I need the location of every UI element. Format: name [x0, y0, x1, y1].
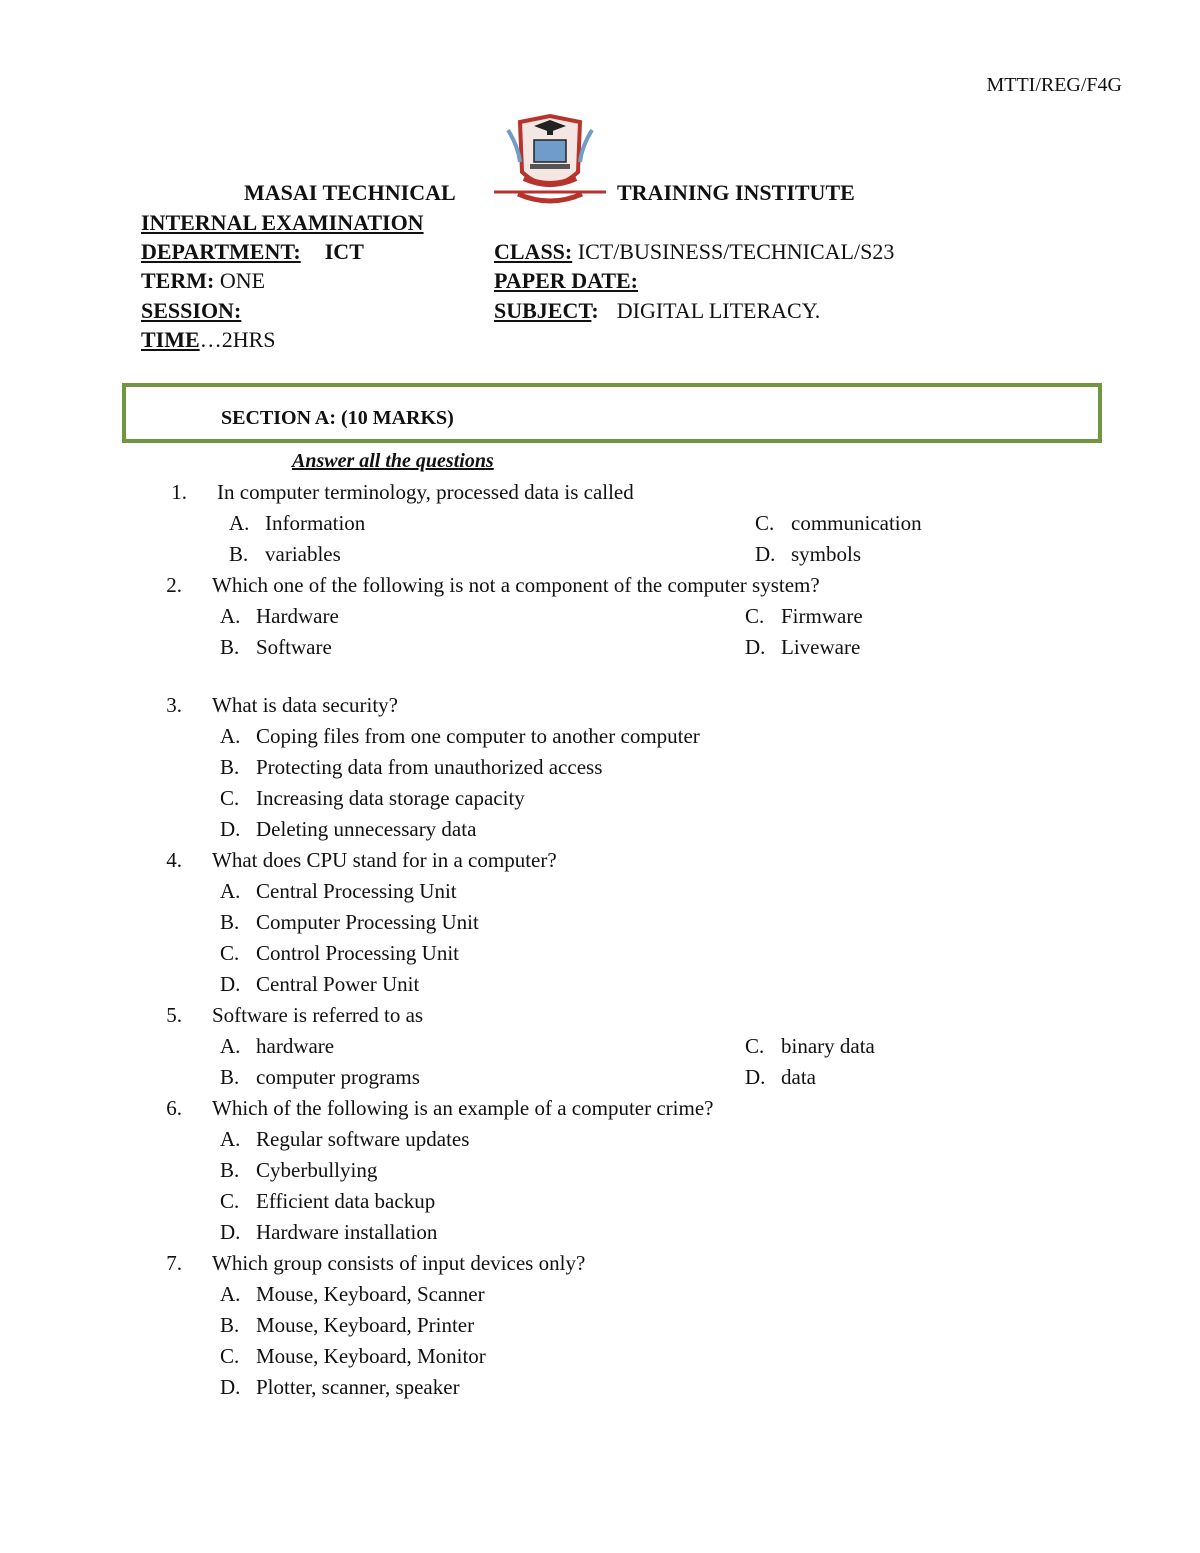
question-text: Which one of the following is not a component of the computer system? — [212, 573, 820, 597]
option-letter: B. — [220, 755, 240, 779]
option-text: Firmware — [781, 604, 863, 628]
option-text: hardware — [256, 1034, 335, 1058]
option-letter: A. — [220, 1282, 241, 1306]
option-letter: C. — [755, 511, 775, 535]
option-text: communication — [791, 511, 922, 535]
question-text: Software is referred to as — [212, 1003, 424, 1027]
option-text: Mouse, Keyboard, Printer — [256, 1313, 475, 1337]
class-value: ICT/BUSINESS/TECHNICAL/S23 — [577, 239, 895, 264]
option-letter: C. — [220, 1189, 240, 1213]
institute-name-left: MASAI TECHNICAL — [244, 180, 456, 205]
option-letter: D. — [220, 1375, 241, 1399]
question-number: 7. — [166, 1251, 182, 1275]
option-letter: D. — [220, 817, 241, 841]
option-text: variables — [265, 542, 341, 566]
option-text: Mouse, Keyboard, Monitor — [256, 1344, 486, 1368]
question-number: 2. — [166, 573, 182, 597]
option-text: Hardware — [256, 604, 339, 628]
department-line — [141, 237, 364, 267]
section-title: SECTION A: (10 MARKS) — [221, 407, 454, 429]
subject-colon: : — [591, 298, 599, 323]
question-number: 1. — [171, 480, 187, 504]
session-label: SESSION: — [141, 298, 242, 323]
section-a-box — [122, 383, 1102, 443]
option-text: Hardware installation — [256, 1220, 438, 1244]
option-letter: A. — [220, 1127, 241, 1151]
option-letter: C. — [220, 1344, 240, 1368]
option-letter: D. — [220, 972, 241, 996]
class-line — [494, 237, 894, 267]
option-letter: D. — [745, 1065, 766, 1089]
option-letter: A. — [220, 604, 241, 628]
question-number: 4. — [166, 848, 182, 872]
time-line — [141, 325, 275, 355]
option-letter: B. — [220, 635, 240, 659]
option-text: Central Power Unit — [256, 972, 420, 996]
term-value: ONE — [219, 268, 266, 293]
option-letter: B. — [229, 542, 249, 566]
option-letter: B. — [220, 1158, 240, 1182]
option-letter: C. — [745, 1034, 765, 1058]
option-text: Control Processing Unit — [256, 941, 459, 965]
question-text: In computer terminology, processed data is called — [217, 480, 634, 504]
option-letter: D. — [745, 635, 766, 659]
document-reference-code: MTTI/REG/F4G — [986, 74, 1122, 96]
question-text: What does CPU stand for in a computer? — [212, 848, 557, 872]
option-letter: B. — [220, 1313, 240, 1337]
option-letter: D. — [755, 542, 776, 566]
question-text: Which of the following is an example of a computer crime? — [212, 1096, 714, 1120]
option-text: Cyberbullying — [256, 1158, 378, 1182]
option-text: Mouse, Keyboard, Scanner — [256, 1282, 485, 1306]
option-letter: A. — [220, 1034, 241, 1058]
option-text: Efficient data backup — [256, 1189, 436, 1213]
option-text: data — [781, 1065, 816, 1089]
institute-logo — [494, 112, 606, 208]
question-number: 5. — [166, 1003, 182, 1027]
time-value: …2HRS — [199, 327, 276, 352]
option-text: symbols — [791, 542, 862, 566]
option-letter: A. — [220, 879, 241, 903]
department-value: ICT — [324, 239, 364, 264]
subject-line — [494, 296, 820, 326]
question-text: What is data security? — [212, 693, 399, 717]
option-letter: B. — [220, 1065, 240, 1089]
subject-label: SUBJECT — [494, 298, 592, 323]
option-letter: B. — [220, 910, 240, 934]
department-label: DEPARTMENT: — [141, 239, 301, 264]
term-line — [141, 266, 265, 296]
question-number: 6. — [166, 1096, 182, 1120]
option-letter: C. — [220, 786, 240, 810]
option-text: Information — [265, 511, 366, 535]
question-text: Which group consists of input devices only? — [212, 1251, 586, 1275]
option-text: Liveware — [781, 635, 861, 659]
subject-value: DIGITAL LITERACY. — [616, 298, 821, 323]
option-letter: A. — [229, 511, 250, 535]
institute-name-right: TRAINING INSTITUTE — [617, 180, 855, 205]
option-text: binary data — [781, 1034, 875, 1058]
option-text: computer programs — [256, 1065, 420, 1089]
option-letter: A. — [220, 724, 241, 748]
option-text: Regular software updates — [256, 1127, 470, 1151]
exam-title: INTERNAL EXAMINATION — [141, 210, 424, 235]
option-text: Computer Processing Unit — [256, 910, 479, 934]
option-letter: C. — [745, 604, 765, 628]
term-label: TERM: — [141, 268, 215, 293]
option-letter: C. — [220, 941, 240, 965]
option-text: Software — [256, 635, 332, 659]
option-text: Deleting unnecessary data — [256, 817, 477, 841]
question-number: 3. — [166, 693, 182, 717]
option-text: Central Processing Unit — [256, 879, 457, 903]
option-text: Plotter, scanner, speaker — [256, 1375, 460, 1399]
option-text: Increasing data storage capacity — [256, 786, 525, 810]
class-label: CLASS: — [494, 239, 573, 264]
section-instruction: Answer all the questions — [292, 450, 494, 472]
option-text: Protecting data from unauthorized access — [256, 755, 603, 779]
time-label: TIME — [141, 327, 200, 352]
option-letter: D. — [220, 1220, 241, 1244]
option-text: Coping files from one computer to another computer — [256, 724, 700, 748]
paper-date-label: PAPER DATE: — [494, 268, 639, 293]
